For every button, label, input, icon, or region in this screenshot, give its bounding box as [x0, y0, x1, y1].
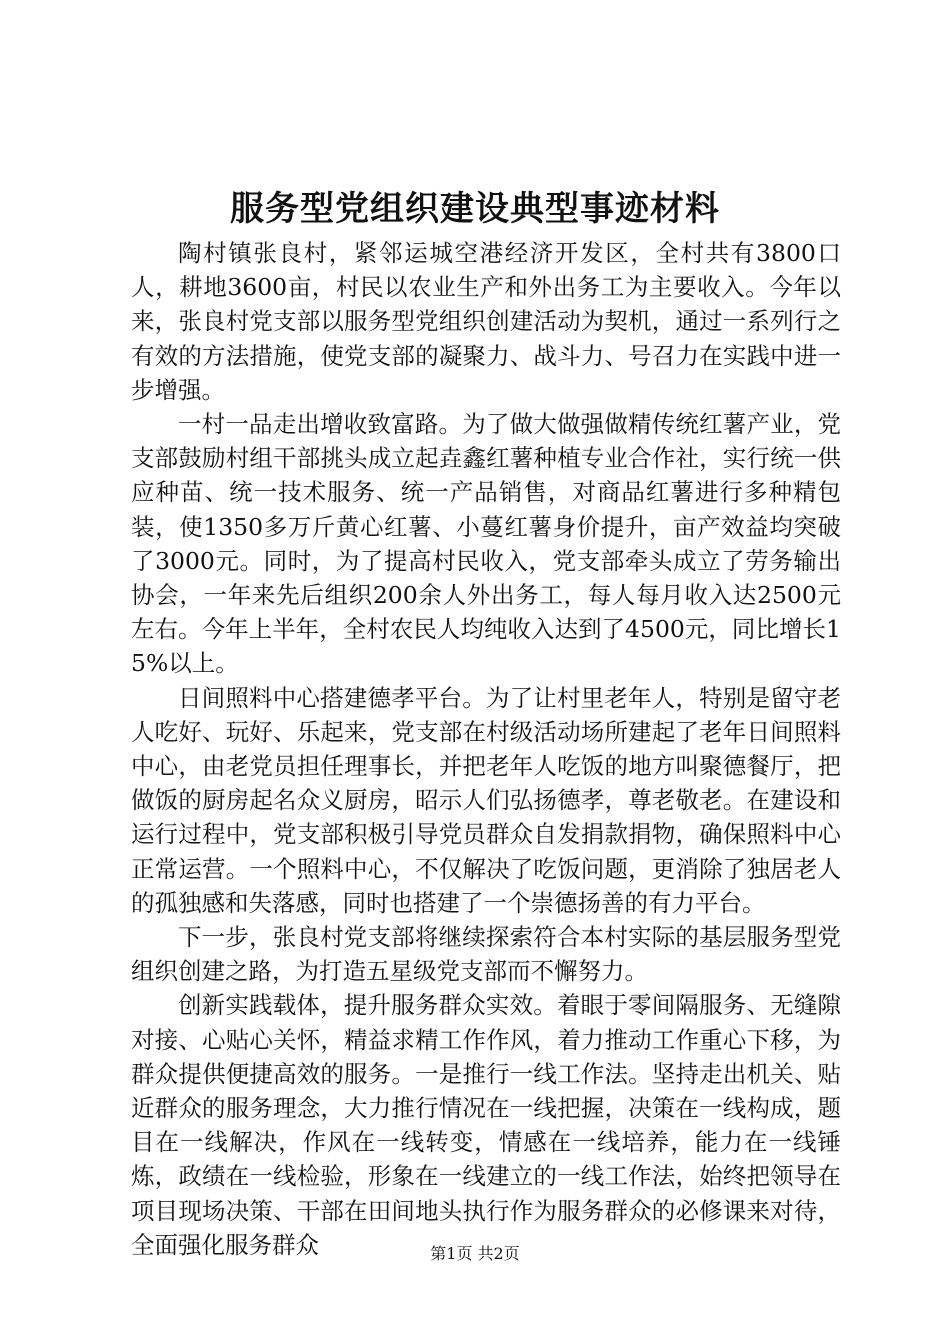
- paragraph-industry: 一村一品走出增收致富路。为了做大做强做精传统红薯产业，党支部鼓励村组干部挑头成立起垚鑫红薯种植专业合作社，实行统一供应种苗、统一技术服务、统一产品销售，对商品红薯进行多种精包装，使1350多万斤黄心红薯、小蔓红薯身价提升，亩产效益均突破了3000元。同时，为了提高村民收入，党支部牵头成立了劳务输出协会，一年来先后组织200余人外出务工，每人每月收入达2500元左右。今年上半年，全村农民人均纯收入达到了4500元，同比增长15%以上。: [131, 410, 841, 678]
- document-body: [131, 236, 841, 1262]
- paragraph-intro: 陶村镇张良村，紧邻运城空港经济开发区，全村共有3800口人，耕地3600亩，村民以农业生产和外出务工为主要收入。今年以来，张良村党支部以服务型党组织创建活动为契机，通过一系列行之有效的方法措施，使党支部的凝聚力、战斗力、号召力在实践中进一步增强。: [131, 239, 841, 404]
- paragraph-next-step: 下一步，张良村党支部将继续探索符合本村实际的基层服务型党组织创建之路，为打造五星级党支部而不懈努力。: [131, 923, 841, 986]
- paragraph-innovation: 创新实践载体，提升服务群众实效。着眼于零间隔服务、无缝隙对接、心贴心关怀，精益求精工作作风，着力推动工作重心下移，为群众提供便捷高效的服务。一是推行一线工作法。坚持走出机关、贴近群众的服务理念，大力推行情况在一线把握，决策在一线构成，题目在一线解决，作风在一线转变，情感在一线培养，能力在一线锤炼，政绩在一线检验，形象在一线建立的一线工作法，始终把领导在项目现场决策、干部在田间地头执行作为服务群众的必修课来对待，全面强化服务群众: [131, 991, 841, 1259]
- paragraph-elderly-care: 日间照料中心搭建德孝平台。为了让村里老年人，特别是留守老人吃好、玩好、乐起来，党支部在村级活动场所建起了老年日间照料中心，由老党员担任理事长，并把老年人吃饭的地方叫聚德餐厅，把做饭的厨房起名众义厨房，昭示人们弘扬德孝，尊老敬老。在建设和运行过程中，党支部积极引导党员群众自发捐款捐物，确保照料中心正常运营。一个照料中心，不仅解决了吃饭问题，更消除了独居老人的孤独感和失落感，同时也搭建了一个崇德扬善的有力平台。: [131, 683, 841, 917]
- document-title: 服务型党组织建设典型事迹材料: [230, 189, 720, 229]
- page-footer: 第1页 共2页: [430, 1244, 520, 1263]
